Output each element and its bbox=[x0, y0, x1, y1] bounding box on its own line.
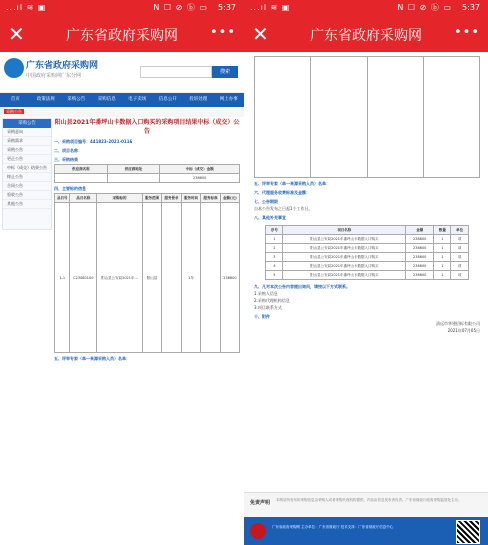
table-header: 单位 bbox=[451, 226, 468, 235]
close-icon[interactable]: ✕ bbox=[252, 22, 269, 46]
table-cell: 阳山县公安局2021年番坪山卡数据入口购买 bbox=[283, 244, 406, 253]
table-cell bbox=[201, 203, 221, 353]
table-cell: 238600 bbox=[406, 244, 434, 253]
table-cell: 1 bbox=[434, 271, 451, 280]
table-cell bbox=[367, 57, 423, 178]
section-heading: 九、凡对本次公告内容提出询问，请按以下方式联系。 bbox=[254, 284, 350, 289]
page-title: 广东省政府采购网 bbox=[310, 28, 422, 44]
table-cell bbox=[311, 57, 367, 178]
item-table bbox=[54, 193, 240, 353]
table-header: 采购标的 bbox=[97, 194, 143, 203]
announcement-document bbox=[54, 118, 240, 538]
section-heading: 十、附件 bbox=[254, 314, 270, 319]
table-cell: 阳山县公安局2021年番坪山卡数据入口购买 bbox=[283, 253, 406, 262]
nav-item[interactable]: 首页 bbox=[10, 97, 20, 102]
app-title-bar bbox=[244, 16, 488, 52]
table-cell: 238600 bbox=[406, 262, 434, 271]
disclaimer-text: 本网站所发布的采购信息由采购人或者采购代理机构提供，内容由信息发布者负责。广东省财政厅政府采购监管处主办。 bbox=[276, 498, 462, 502]
table-header: 金额 bbox=[406, 226, 434, 235]
nav-item[interactable]: 网上办事 bbox=[219, 97, 238, 102]
nav-item[interactable]: 电子卖场 bbox=[128, 97, 147, 102]
table-cell bbox=[55, 174, 108, 183]
section-heading: 七、公告期限 bbox=[254, 199, 278, 204]
nav-item[interactable]: 投诉处理 bbox=[189, 97, 208, 102]
table-row bbox=[266, 244, 468, 253]
table-cell bbox=[162, 203, 182, 353]
sidebar-item[interactable]: 采购意向 bbox=[3, 128, 51, 137]
table-header: 中标（成交）金额 bbox=[160, 165, 240, 174]
web-content bbox=[0, 52, 244, 545]
table-cell: 1 bbox=[434, 235, 451, 244]
signal-icon: ...ıl ≋ ▣ bbox=[6, 3, 47, 12]
status-bar bbox=[0, 0, 244, 16]
table-cell: 5 bbox=[266, 271, 283, 280]
table-row bbox=[55, 203, 240, 353]
table-header: 品目名称 bbox=[70, 194, 97, 203]
table-header: 服务范围 bbox=[142, 194, 162, 203]
web-content bbox=[244, 52, 488, 545]
table-cell bbox=[255, 57, 311, 178]
table-cell: 项 bbox=[451, 253, 468, 262]
table-cell: 238600 bbox=[406, 253, 434, 262]
table-row bbox=[266, 253, 468, 262]
table-cell: 阳山县公安局2021年番坪山卡数据入口购买 bbox=[283, 271, 406, 280]
doc-title: 阳山县2021年番坪山卡数据入口购买的采购项目结果中标（成交）公告 bbox=[54, 119, 240, 135]
section-heading: 三、采购结果 bbox=[54, 157, 78, 162]
nav-item[interactable]: 采购公告 bbox=[67, 97, 86, 102]
table-cell: 项 bbox=[451, 271, 468, 280]
nav-item[interactable]: 采购信息 bbox=[97, 97, 116, 102]
more-icon[interactable]: ••• bbox=[209, 25, 236, 40]
status-icons: N ☐ ⊘ ⓑ ▭ bbox=[397, 3, 452, 12]
table-header: 供应商地址 bbox=[107, 165, 160, 174]
sidebar-item[interactable]: 验收公告 bbox=[3, 191, 51, 200]
table-cell: 阳山县公安局2021年番坪山卡数据入口购买 bbox=[283, 235, 406, 244]
table-cell: 1年 bbox=[181, 203, 201, 353]
site-footer bbox=[244, 492, 488, 545]
table-cell bbox=[423, 57, 479, 178]
table-header: 金额(元) bbox=[220, 194, 239, 203]
table-cell: 2 bbox=[266, 244, 283, 253]
table-cell: 3 bbox=[266, 253, 283, 262]
sidebar-item[interactable]: 其他公告 bbox=[3, 200, 51, 209]
sidebar-item[interactable]: 采购需求 bbox=[3, 137, 51, 146]
status-bar bbox=[244, 0, 488, 16]
table-header: 服务标准 bbox=[201, 194, 221, 203]
table-header: 数量 bbox=[434, 226, 451, 235]
footer-info: 广东省政府采购网 主办单位：广东省财政厅 技术支持：广东省财政厅信息中心 bbox=[272, 525, 394, 529]
sidebar-item[interactable]: 采购公告 bbox=[3, 146, 51, 155]
table-row bbox=[266, 235, 468, 244]
agent-name: 清远市华建招标有限公司 bbox=[436, 321, 480, 326]
clock: 5:37 bbox=[462, 3, 480, 12]
sidebar-item[interactable]: 合同公告 bbox=[3, 182, 51, 191]
table-cell: 238600 bbox=[160, 174, 240, 183]
sidebar-item[interactable]: 中标（成交）结果公告 bbox=[3, 164, 51, 173]
table-cell: 阳山县 bbox=[142, 203, 162, 353]
table-cell bbox=[107, 174, 160, 183]
section-heading: 五、评审专家（单一来源采购人员）名单： bbox=[254, 181, 330, 186]
footer-band bbox=[244, 517, 488, 545]
budget-table bbox=[265, 225, 468, 280]
site-nav bbox=[0, 93, 244, 107]
section-heading: 五、评审专家（单一来源采购人员）名单： bbox=[54, 356, 130, 361]
contact-item: 1.采购人信息 bbox=[254, 291, 278, 296]
sidebar-head: 采购公告 bbox=[3, 119, 51, 128]
table-header: 服务时间 bbox=[181, 194, 201, 203]
search-input[interactable] bbox=[140, 66, 212, 78]
app-title-bar bbox=[0, 16, 244, 52]
table-cell: 238600 bbox=[406, 235, 434, 244]
qr-code-icon bbox=[456, 520, 480, 544]
table-cell: 1 bbox=[434, 262, 451, 271]
site-logo-icon bbox=[4, 58, 24, 78]
table-header: 项目名称 bbox=[283, 226, 406, 235]
close-icon[interactable]: ✕ bbox=[8, 22, 25, 46]
contact-item: 3.项目联系方式 bbox=[254, 305, 282, 310]
table-row bbox=[266, 271, 468, 280]
more-icon[interactable]: ••• bbox=[453, 25, 480, 40]
table-cell: 1 bbox=[434, 244, 451, 253]
table-header: 供应商名称 bbox=[55, 165, 108, 174]
sidebar-item[interactable]: 终止公告 bbox=[3, 173, 51, 182]
paragraph: 自本公告发布之日起1个工作日。 bbox=[254, 206, 313, 211]
section-heading: 一、采购项目编号：441823-2021-0116 bbox=[54, 139, 133, 144]
status-icons: N ☐ ⊘ ⓑ ▭ bbox=[153, 3, 208, 12]
sidebar-item[interactable]: 更正公告 bbox=[3, 155, 51, 164]
table-cell: 阳山县公安局2021年... bbox=[97, 203, 143, 353]
table-cell: C23080100 bbox=[70, 203, 97, 353]
table-cell: 238600 bbox=[220, 203, 239, 353]
section-heading: 八、其他补充事宜 bbox=[254, 215, 286, 220]
nav-item[interactable]: 信息公开 bbox=[158, 97, 177, 102]
disclaimer-label: 免责声明 bbox=[250, 500, 271, 506]
site-name: 广东省政府采购网 bbox=[26, 61, 99, 71]
clock: 5:37 bbox=[218, 3, 236, 12]
result-table bbox=[54, 164, 240, 183]
publish-date: 2021年07月05日 bbox=[447, 328, 480, 333]
section-heading: 二、项目名称： bbox=[54, 148, 82, 153]
right-screen bbox=[244, 0, 488, 545]
breadcrumb bbox=[0, 107, 244, 117]
site-header bbox=[0, 52, 244, 93]
national-emblem-icon bbox=[250, 523, 266, 539]
table-cell: 项 bbox=[451, 244, 468, 253]
section-heading: 四、主要标的信息 bbox=[54, 186, 86, 191]
crumb-tag[interactable]: 采购公告 bbox=[6, 109, 22, 114]
table-header: 服务要求 bbox=[162, 194, 182, 203]
announcement-document bbox=[254, 56, 480, 335]
table-cell: 项 bbox=[451, 235, 468, 244]
sidebar bbox=[2, 118, 52, 230]
contact-item: 2.采购代理机构信息 bbox=[254, 298, 290, 303]
item-table-continued bbox=[254, 56, 480, 178]
table-cell: 1-1 bbox=[55, 203, 70, 353]
signal-icon: ...ıl ≋ ▣ bbox=[250, 3, 291, 12]
section-heading: 六、代理服务收费标准及金额： bbox=[254, 190, 310, 195]
table-cell: 1 bbox=[434, 253, 451, 262]
nav-item[interactable]: 政策法规 bbox=[36, 97, 55, 102]
table-cell: 238600 bbox=[406, 271, 434, 280]
page-title: 广东省政府采购网 bbox=[66, 28, 178, 44]
table-header: 品目号 bbox=[55, 194, 70, 203]
table-header: 序号 bbox=[266, 226, 283, 235]
table-cell: 阳山县公安局2021年番坪山卡数据入口购买 bbox=[283, 262, 406, 271]
table-cell: 1 bbox=[266, 235, 283, 244]
table-cell: 项 bbox=[451, 262, 468, 271]
search-button[interactable]: 搜索 bbox=[212, 66, 238, 78]
table-cell: 4 bbox=[266, 262, 283, 271]
table-row bbox=[266, 262, 468, 271]
site-subtitle: 中国政府采购网广东分网 bbox=[26, 73, 82, 79]
